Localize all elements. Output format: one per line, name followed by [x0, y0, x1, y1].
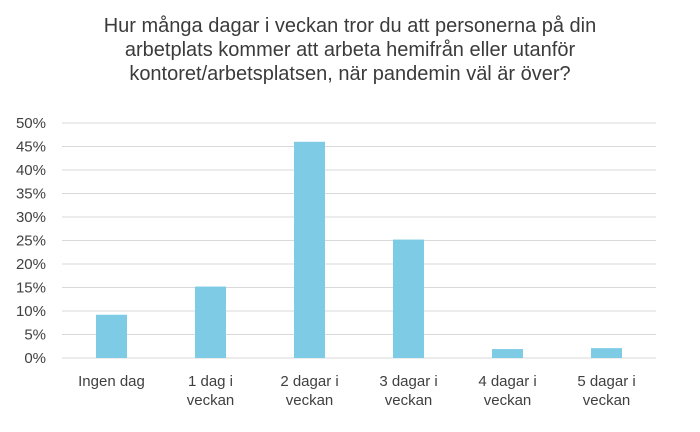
- y-tick-label: 15%: [15, 279, 46, 297]
- y-tick-label: 25%: [15, 232, 46, 250]
- x-tick-label: veckan: [384, 392, 433, 409]
- y-tick-label: 35%: [15, 185, 46, 203]
- x-tick-label: 3 dagar i: [379, 373, 438, 390]
- chart-title-line-3: kontoret/arbetsplatsen, när pandemin väl är över?: [129, 63, 571, 85]
- y-tick-label: 30%: [15, 209, 46, 226]
- y-tick-label: 20%: [15, 256, 46, 273]
- x-tick-label: veckan: [582, 392, 631, 409]
- y-tick-label: 50%: [15, 115, 46, 132]
- bar: [96, 315, 127, 358]
- bar: [195, 287, 226, 358]
- bars: [96, 142, 622, 358]
- x-tick-label: 1 dag i: [187, 373, 234, 390]
- bar: [591, 348, 622, 358]
- x-tick-label: 2 dagar i: [280, 373, 339, 390]
- x-tick-label: 4 dagar i: [478, 373, 537, 390]
- bar: [393, 240, 424, 358]
- chart-title-line-1: Hur många dagar i veckan tror du att personerna på din: [103, 15, 597, 37]
- y-tick-label: 45%: [15, 138, 46, 156]
- y-axis: [16, 115, 46, 367]
- y-tick-label: 0%: [24, 350, 46, 367]
- gridlines: [62, 123, 656, 358]
- x-tick-label: veckan: [285, 392, 334, 409]
- bar: [294, 142, 325, 358]
- x-tick-label: Ingen dag: [78, 373, 145, 390]
- x-tick-label: veckan: [483, 392, 532, 409]
- y-tick-label: 10%: [15, 303, 46, 320]
- y-tick-label: 40%: [15, 162, 46, 179]
- y-tick-label: 5%: [24, 326, 46, 344]
- bar: [492, 349, 523, 358]
- x-axis: [78, 373, 636, 409]
- x-tick-label: veckan: [186, 392, 235, 409]
- chart-title-line-2: arbetplats kommer att arbeta hemifrån eller utanför: [124, 39, 576, 61]
- x-tick-label: 5 dagar i: [577, 373, 636, 390]
